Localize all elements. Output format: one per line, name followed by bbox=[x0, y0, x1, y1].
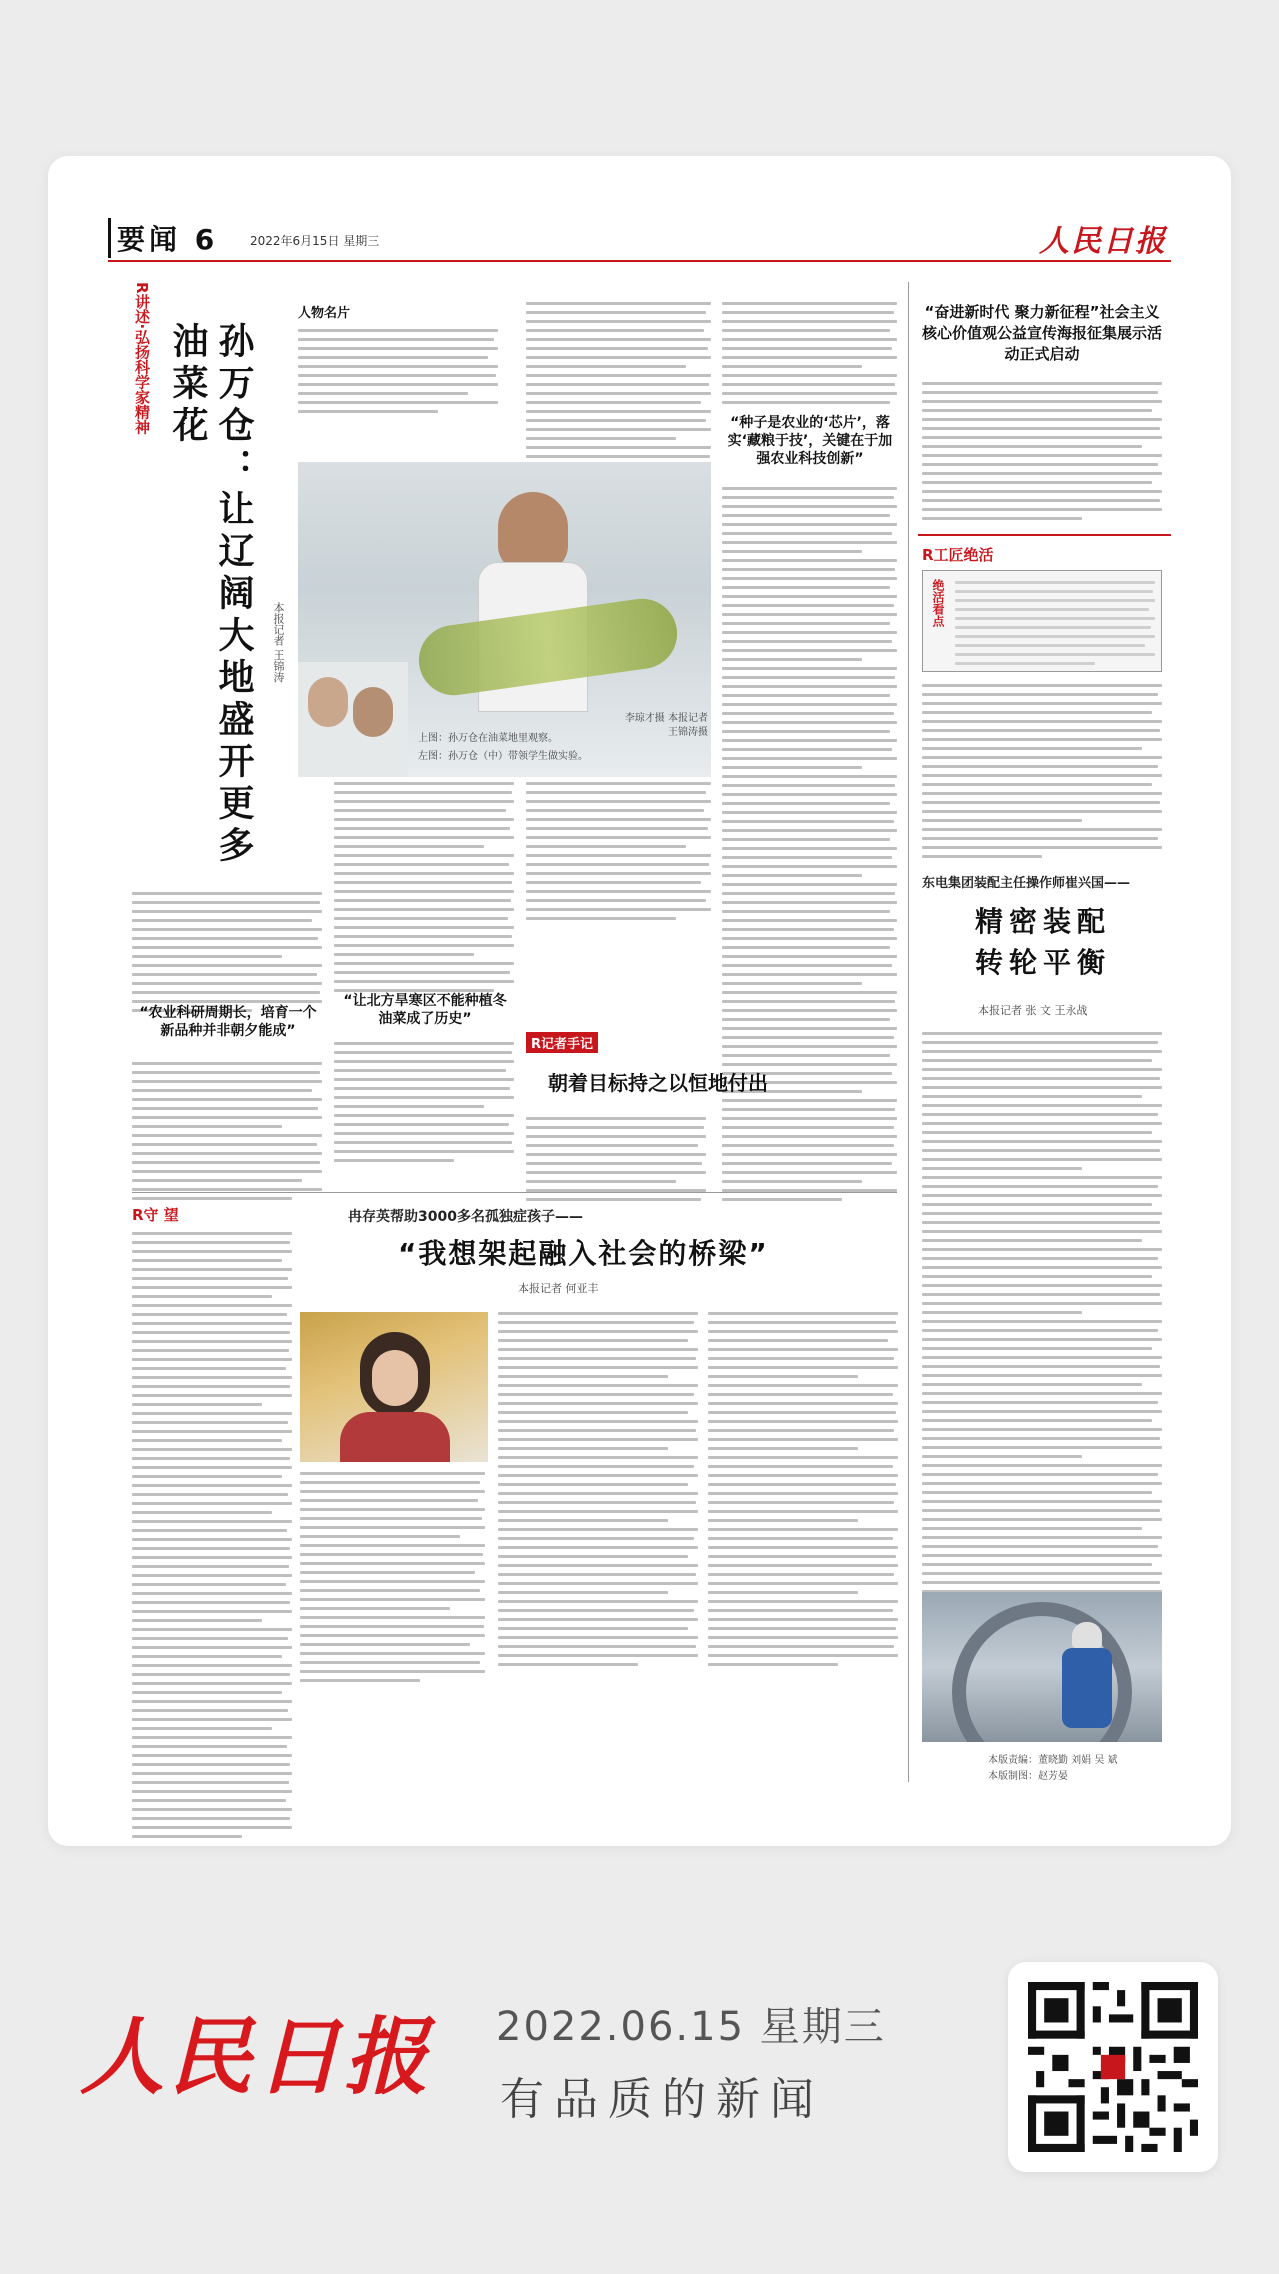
lead-byline: 本报记者 王锦涛 bbox=[272, 602, 285, 683]
second-column-tag: R守 望 bbox=[132, 1206, 179, 1224]
qr-code-icon bbox=[1028, 1982, 1198, 2152]
highlight-label: 绝活看点 bbox=[931, 579, 945, 627]
commentary-tag: R记者手记 bbox=[526, 1032, 598, 1053]
right-top-title: “奋进新时代 聚力新征程”社会主义核心价值观公益宣传海报征集展示活动正式启动 bbox=[922, 303, 1163, 363]
footer-slogan: 有品质的新闻 bbox=[500, 2074, 824, 2125]
right-title: 精密装配 转轮平衡 bbox=[974, 905, 1111, 979]
second-title: “我想架起融入社会的桥梁” bbox=[398, 1237, 769, 1270]
lead-subhead-1: “农业科研周期长，培育一个新品种并非朝夕能成” bbox=[139, 1005, 317, 1040]
lead-title: 孙万仓：让辽阔大地盛开更多油菜花 bbox=[167, 322, 254, 868]
footer-date: 2022.06.15 星期三 bbox=[496, 2004, 886, 2050]
right-photo bbox=[922, 1592, 1162, 1742]
profile-box bbox=[298, 302, 513, 452]
lead-photo-caption-2: 左图：孙万仓（中）带领学生做实验。 bbox=[418, 751, 588, 762]
qr-code-card[interactable] bbox=[1008, 1962, 1218, 2172]
right-column-tag: R工匠绝活 bbox=[922, 546, 994, 564]
profile-title: 人物名片 bbox=[298, 306, 351, 321]
commentary-title: 朝着目标持之以恒地付出 bbox=[548, 1071, 768, 1095]
right-kicker: 东电集团装配主任操作师崔兴国—— bbox=[922, 876, 1131, 891]
page-date: 2022年6月15日 星期三 bbox=[250, 234, 380, 248]
right-photo-caption: 本版责编：董晓勤 刘娟 吴 斌 bbox=[988, 1755, 1118, 1766]
second-photo bbox=[300, 1312, 488, 1462]
section-title: 要闻 6 bbox=[108, 218, 218, 258]
lead-subhead-3: “种子是农业的‘芯片’，落实‘藏粮于技’，关键在于加强农业科技创新” bbox=[727, 415, 893, 468]
lead-photo-caption-1: 上图：孙万仓在油菜地里观察。 bbox=[418, 733, 558, 744]
footer-logo: 人民日报 bbox=[80, 2007, 433, 2106]
lead-photo-credit: 李琼才摄 本报记者 王锦涛摄 bbox=[624, 713, 708, 738]
right-photo-credit: 本版制图：赵芳晏 bbox=[988, 1771, 1068, 1782]
second-kicker: 冉存英帮助3000多名孤独症孩子—— bbox=[348, 1209, 583, 1225]
right-byline: 本报记者 张 文 王永战 bbox=[978, 1004, 1088, 1017]
page-body bbox=[108, 272, 1171, 1812]
newspaper-page-card bbox=[48, 156, 1231, 1846]
masthead-logo: 人民日报 bbox=[1039, 224, 1167, 259]
masthead bbox=[108, 212, 1171, 262]
lead-column-tag: R讲述·弘扬科学家精神 bbox=[133, 282, 151, 435]
highlight-box bbox=[922, 570, 1162, 672]
second-byline: 本报记者 何亚丰 bbox=[518, 1282, 599, 1295]
lead-subhead-2: “让北方旱寒区不能种植冬油菜成了历史” bbox=[343, 993, 507, 1028]
